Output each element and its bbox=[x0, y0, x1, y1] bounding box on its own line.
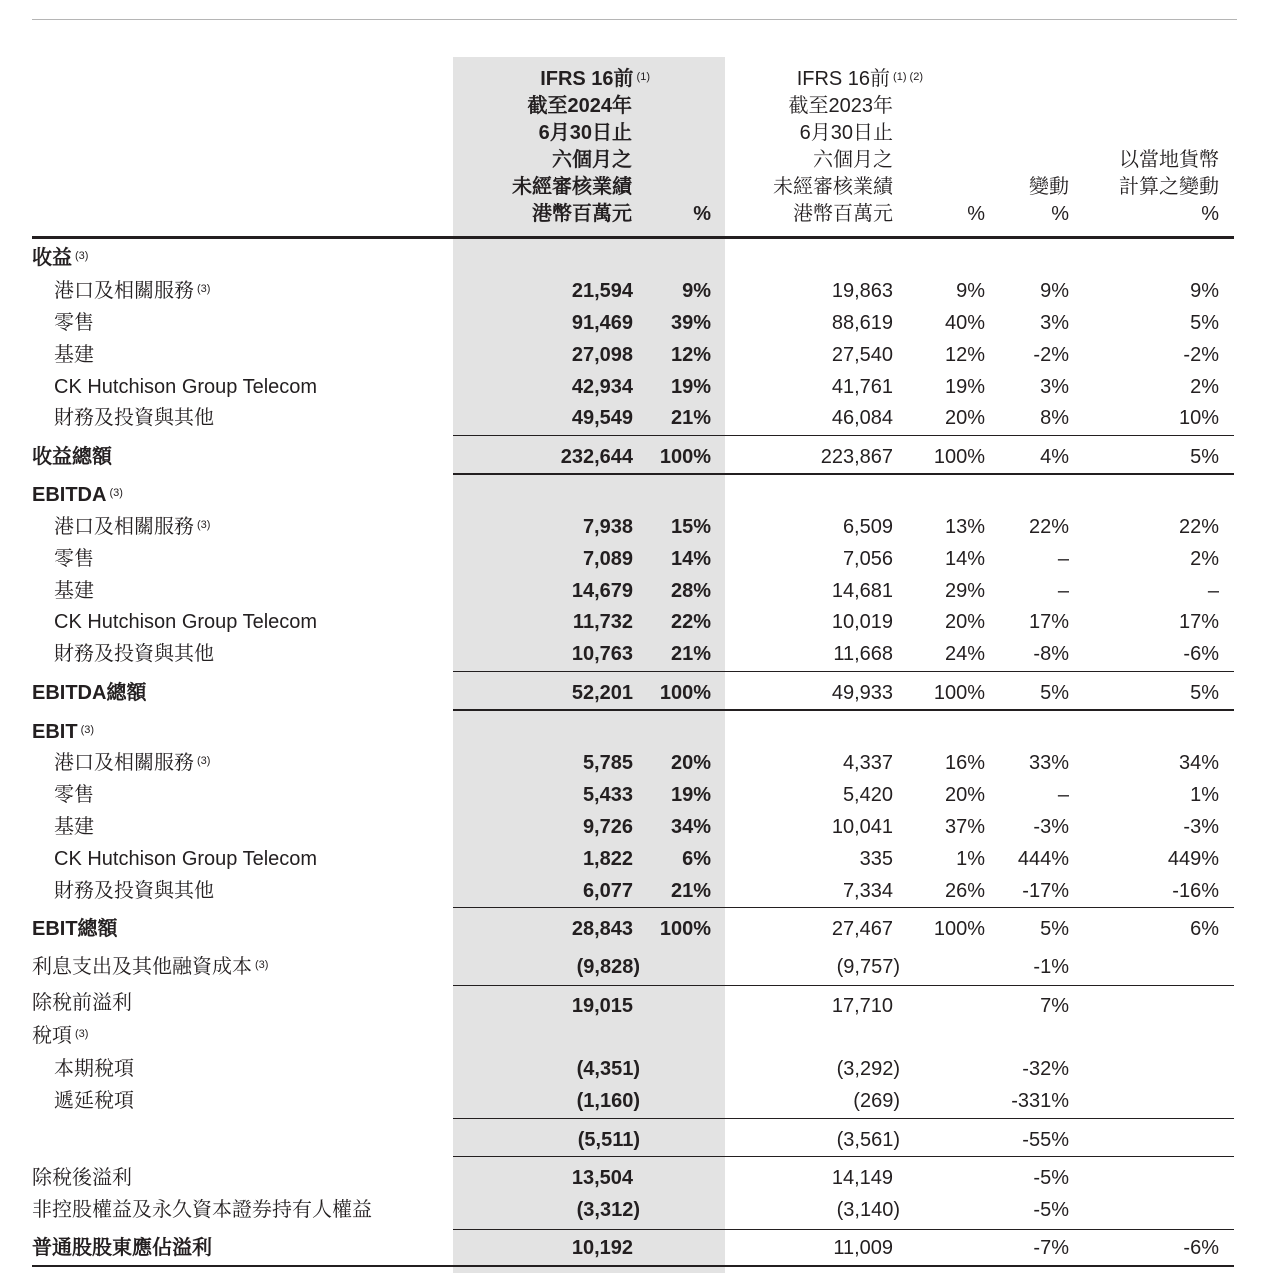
table-row: 基建 27,098 12% 27,540 12% -2% -2% bbox=[54, 344, 1219, 366]
table-row: 本期稅項 (4,351) (3,292) -32% bbox=[54, 1058, 1069, 1080]
table-row: CK Hutchison Group Telecom 42,934 19% 41,761 19% 3% 2% bbox=[54, 376, 1219, 398]
profit-row: 普通股股東應佔溢利 10,192 11,009 -7% -6% bbox=[32, 1237, 1219, 1259]
header-pct-2023: % bbox=[967, 203, 985, 225]
table-row: 零售 7,089 14% 7,056 14% – 2% bbox=[54, 548, 1219, 570]
interest-row: 利息支出及其他融資成本 $^{(3)}$ (9,828) (9,757) -1% bbox=[32, 956, 1069, 978]
section-ebitda-title: EBITDA $^{(3)}$ bbox=[32, 484, 123, 506]
table-row: 基建 9,726 34% 10,041 37% -3% -3% bbox=[54, 816, 1219, 838]
ebitda-subtotal-rule bbox=[453, 671, 1234, 672]
tax-subtotal-rule-top bbox=[453, 1118, 1234, 1119]
top-rule bbox=[32, 19, 1237, 20]
table-row: 財務及投資與其他 6,077 21% 7,334 26% -17% -16% bbox=[54, 880, 1219, 902]
header-col-2024: IFRS 16前 $^{(1)}$ 截至2024年 6月30日止 六個月之 未經審核業績 港幣百萬元 bbox=[512, 68, 650, 225]
header-pct-2024: % bbox=[693, 203, 711, 225]
header-local-currency-change: 以當地貨幣 計算之變動 % bbox=[1119, 149, 1219, 225]
table-row: 港口及相關服務 $^{(3)}$ 21,594 9% 19,863 9% 9% 9% bbox=[54, 280, 1219, 302]
revenue-total-rule bbox=[453, 473, 1234, 475]
table-row: 財務及投資與其他 49,549 21% 46,084 20% 8% 10% bbox=[54, 407, 1219, 429]
tax-subtotal-rule-bottom bbox=[453, 1156, 1234, 1157]
header-change: 變動 % bbox=[1029, 176, 1069, 225]
table-row: 基建 14,679 28% 14,681 29% – – bbox=[54, 580, 1219, 602]
ebitda-total-row: EBITDA總額 52,201 100% 49,933 100% 5% 5% bbox=[32, 682, 1219, 704]
table-row: CK Hutchison Group Telecom 11,732 22% 10,019 20% 17% 17% bbox=[54, 611, 1219, 633]
pbt-values-row: 19,015 17,710 7% bbox=[571, 995, 1069, 1017]
table-row: 零售 91,469 39% 88,619 40% 3% 5% bbox=[54, 312, 1219, 334]
revenue-subtotal-rule bbox=[453, 435, 1234, 436]
table-row: 港口及相關服務 $^{(3)}$ 7,938 15% 6,509 13% 22% 22% bbox=[54, 516, 1219, 538]
ebit-total-row: EBIT總額 28,843 100% 27,467 100% 5% 6% bbox=[32, 918, 1219, 940]
table-row: 遞延稅項 (1,160) (269) -331% bbox=[54, 1090, 1069, 1112]
header-col-2023: IFRS 16前 $^{(1) (2)}$ 截至2023年 6月30日止 六個月之 未經審核業績 港幣百萬元 bbox=[773, 68, 923, 225]
table-row: CK Hutchison Group Telecom 1,822 6% 335 1% 444% 449% bbox=[54, 848, 1219, 870]
ebit-subtotal-rule bbox=[453, 907, 1234, 908]
header-rule bbox=[32, 236, 1234, 239]
section-tax-title: 稅項 $^{(3)}$ bbox=[32, 1025, 89, 1047]
table-row: 港口及相關服務 $^{(3)}$ 5,785 20% 4,337 16% 33% 34% bbox=[54, 752, 1219, 774]
pat-row: 除稅後溢利 13,504 14,149 -5% bbox=[32, 1167, 1069, 1189]
profit-rule-top bbox=[453, 1229, 1234, 1230]
profit-rule-bottom bbox=[32, 1265, 1234, 1267]
ebitda-total-rule bbox=[453, 709, 1234, 711]
pbt-rule bbox=[453, 985, 1234, 986]
revenue-total-row: 收益總額 232,644 100% 223,867 100% 4% 5% bbox=[32, 446, 1219, 468]
table-row: 財務及投資與其他 10,763 21% 11,668 24% -8% -6% bbox=[54, 643, 1219, 665]
pbt-label-row: 除稅前溢利 bbox=[32, 992, 132, 1014]
table-row: 零售 5,433 19% 5,420 20% – 1% bbox=[54, 784, 1219, 806]
section-ebit-title: EBIT $^{(3)}$ bbox=[32, 721, 95, 743]
tax-subtotal-row: (5,511) (3,561) -55% bbox=[577, 1129, 1069, 1151]
section-revenue-title: 收益 $^{(3)}$ bbox=[32, 247, 89, 269]
nci-row: 非控股權益及永久資本證券持有人權益 (3,312) (3,140) -5% bbox=[32, 1199, 1069, 1221]
